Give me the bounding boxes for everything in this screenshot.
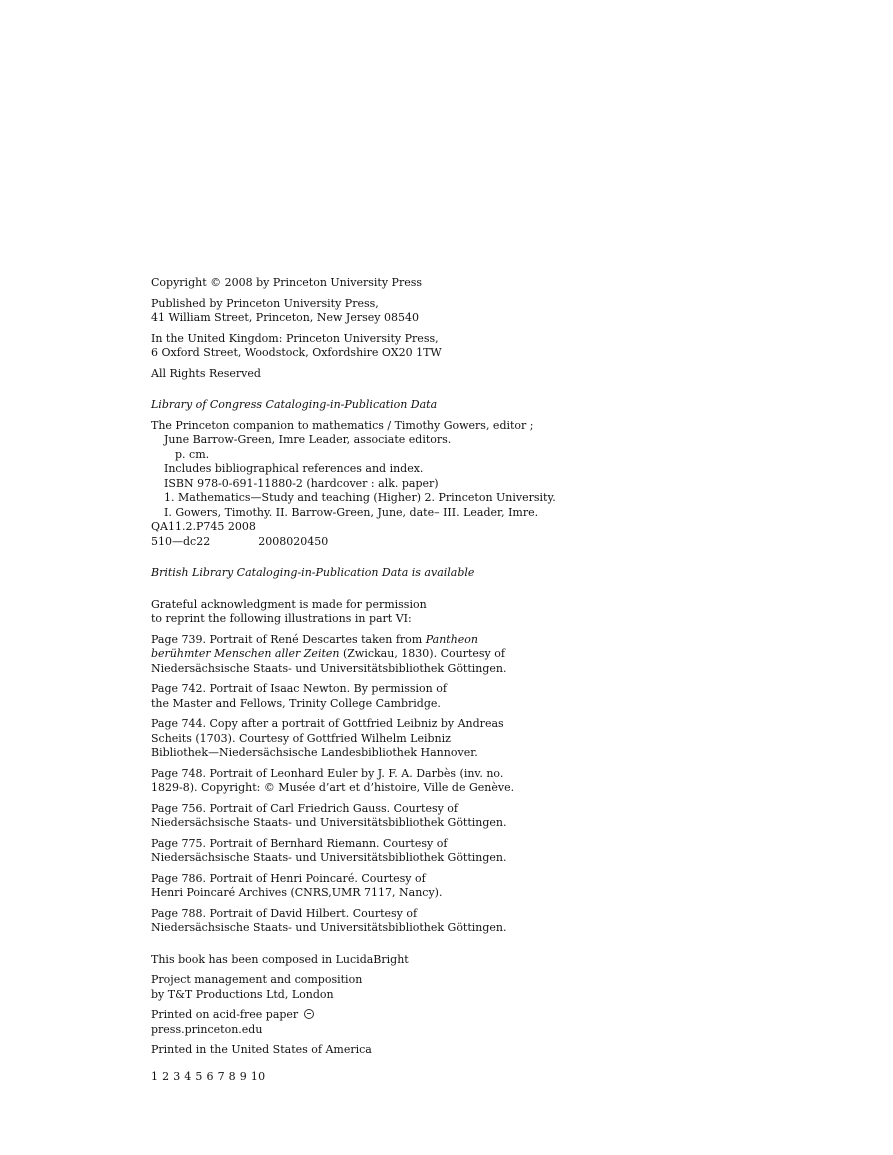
credit-line [151, 647, 571, 662]
uk-line: In the United Kingdom: Princeton University Press, [151, 331, 439, 345]
loc-line: p. cm. [175, 447, 210, 461]
credit-line: Bibliothek—Niedersächsische Landesbibliothek Hannover. [151, 746, 478, 759]
lc-number: QA11.2.P745 2008 [151, 520, 256, 533]
credit-title: berühmter Menschen aller Zeiten [151, 647, 340, 660]
acknowledgment-intro [151, 598, 571, 627]
project-note [151, 973, 571, 1002]
credit-gauss [151, 802, 571, 831]
dewey-number: 510—dc22 [151, 534, 211, 548]
credit-text: (Zwickau, 1830). Courtesy of [339, 647, 505, 660]
website: press.princeton.edu [151, 1022, 263, 1036]
publisher-line: Published by Princeton University Press, [151, 296, 379, 310]
uk-address [151, 332, 571, 361]
credit-hilbert [151, 907, 571, 936]
credit-descartes [151, 633, 571, 677]
ack-line: to reprint the following illustrations in part VI: [151, 612, 412, 625]
acid-free-paper-icon [304, 1009, 314, 1019]
credit-line: Page 775. Portrait of Bernhard Riemann. Courtesy of [151, 836, 448, 850]
credit-line: the Master and Fellows, Trinity College Cambridge. [151, 696, 441, 710]
credit-title: Pantheon [425, 632, 479, 646]
paper-and-web [151, 1008, 571, 1037]
credit-line: Page 786. Portrait of Henri Poincaré. Courtesy of [151, 871, 426, 885]
credit-poincare [151, 872, 571, 901]
copyright-page [151, 276, 571, 1084]
loc-line: Includes bibliographical references and index. [164, 462, 424, 475]
loc-heading: Library of Congress Cataloging-in-Publication Data [151, 398, 438, 411]
classification [151, 520, 571, 549]
composed-note: This book has been composed in LucidaBright [151, 952, 409, 966]
printed-in: Printed in the United States of America [151, 1043, 372, 1056]
loc-line: ISBN 978-0-691-11880-2 (hardcover : alk. paper) [164, 476, 439, 490]
publisher-address [151, 297, 571, 326]
credit-line: Scheits (1703). Courtesy of Gottfried Wilhelm Leibniz [151, 731, 451, 745]
credit-line: Page 756. Portrait of Carl Friedrich Gauss. Courtesy of [151, 801, 459, 815]
project-line: Project management and composition [151, 973, 363, 986]
copyright-line: Copyright © 2008 by Princeton University Press [151, 276, 423, 289]
credit-line: 1829-8). Copyright: © Musée d’art et d’histoire, Ville de Genève. [151, 781, 515, 794]
project-line: by T&T Productions Ltd, London [151, 987, 334, 1001]
credit-line [151, 633, 571, 648]
lccn-number: 2008020450 [258, 534, 329, 548]
credit-line: Niedersächsische Staats- und Universitätsbibliothek Göttingen. [151, 661, 507, 675]
acid-free-text: Printed on acid-free paper [151, 1008, 299, 1021]
credit-line: Page 744. Copy after a portrait of Gottfried Leibniz by Andreas [151, 717, 504, 730]
credit-text: Page 739. Portrait of René Descartes taken from [151, 632, 426, 646]
print-line: 1 2 3 4 5 6 7 8 9 10 [151, 1069, 266, 1083]
ack-line: Grateful acknowledgment is made for permission [151, 597, 427, 611]
loc-line: The Princeton companion to mathematics / Timothy Gowers, editor ; [151, 418, 534, 432]
credit-leibniz [151, 717, 571, 761]
credit-newton [151, 682, 571, 711]
loc-line: I. Gowers, Timothy. II. Barrow-Green, June, date– III. Leader, Imre. [164, 505, 539, 519]
credit-line: Page 748. Portrait of Leonhard Euler by J. F. A. Darbès (inv. no. [151, 766, 504, 780]
acid-free-line [151, 1008, 571, 1023]
publisher-line: 41 William Street, Princeton, New Jersey 08540 [151, 311, 419, 324]
credit-line: Niedersächsische Staats- und Universitätsbibliothek Göttingen. [151, 921, 507, 934]
loc-line: June Barrow-Green, Imre Leader, associate editors. [164, 433, 452, 446]
british-library-note: British Library Cataloging-in-Publication Data is available [151, 566, 475, 579]
credit-line: Henri Poincaré Archives (CNRS,UMR 7117, Nancy). [151, 886, 443, 899]
loc-record [151, 419, 571, 521]
credit-euler [151, 767, 571, 796]
loc-line: 1. Mathematics—Study and teaching (Higher) 2. Princeton University. [164, 491, 556, 504]
credit-riemann [151, 837, 571, 866]
uk-line: 6 Oxford Street, Woodstock, Oxfordshire OX20 1TW [151, 346, 442, 359]
credit-line: Niedersächsische Staats- und Universitätsbibliothek Göttingen. [151, 816, 507, 829]
credit-line: Page 742. Portrait of Isaac Newton. By permission of [151, 682, 447, 695]
credit-line: Page 788. Portrait of David Hilbert. Courtesy of [151, 906, 418, 920]
credit-line: Niedersächsische Staats- und Universitätsbibliothek Göttingen. [151, 851, 507, 864]
rights-line: All Rights Reserved [151, 366, 261, 380]
dewey-row [151, 535, 571, 550]
